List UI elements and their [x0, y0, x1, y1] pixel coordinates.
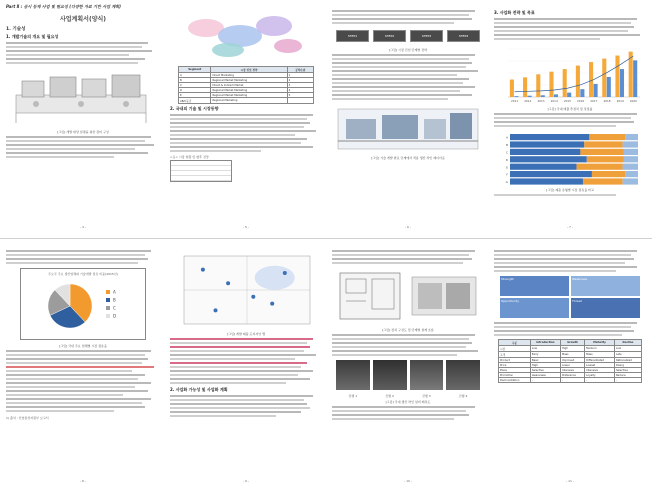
swot-grid	[500, 276, 640, 318]
bar	[510, 80, 514, 97]
production-line-illustration	[332, 103, 484, 153]
legend-label: D	[113, 313, 117, 319]
swot-strength: Strength	[500, 276, 569, 296]
table-row: 고객 Early Mass Mass Late	[499, 352, 642, 358]
step-photo	[373, 360, 407, 390]
stacked-bar-segment	[625, 134, 638, 140]
subsection-heading: 1. 기술성	[6, 27, 26, 32]
table-header: Segment	[179, 67, 211, 73]
table-header: 공략순위	[287, 67, 313, 73]
y-tick-label: F	[506, 172, 508, 177]
data-point	[283, 271, 287, 275]
legend-label: A	[113, 289, 116, 295]
table-row: Promotion Awareness Preference Loyalty Reduce	[499, 373, 642, 378]
bar	[594, 84, 598, 97]
page-number: - 6 -	[405, 225, 411, 229]
page-number: - 4 -	[80, 225, 86, 229]
stacked-bar-segment	[510, 134, 589, 140]
bar	[580, 89, 584, 97]
y-tick-label: A	[505, 135, 508, 140]
section-title: 사업계획서(양식)	[59, 16, 107, 23]
footnote: 1) 출처 : 산업통상자원부 보고서	[6, 416, 49, 420]
x-tick-label: 2015	[563, 99, 571, 103]
table-row: Place Selective Intensive Intensive Selective	[499, 368, 642, 373]
figure-caption: [그림] 장치 구성도 및 단계별 설계 흐름	[382, 328, 434, 332]
legend-swatch	[106, 306, 110, 310]
step-photo-strip	[336, 360, 480, 390]
step-photo	[336, 360, 370, 390]
subsection-heading: 2. 사업화 가능성 및 사업화 계획	[170, 387, 228, 392]
bar	[541, 95, 545, 97]
bar	[589, 62, 593, 97]
market-share-stacked-chart	[494, 130, 644, 186]
target-zone	[255, 266, 295, 290]
bar	[563, 69, 567, 97]
stacked-bar-segment	[510, 164, 577, 170]
page-number: - 8 -	[80, 479, 86, 483]
table-row: AB/C등급 Regional Marketing	[179, 98, 314, 104]
figure-caption: [그림] 국내 주요 업체별 시장 점유율	[59, 344, 107, 348]
figure-caption: [그림] 개발 대상 설명을 위한 장비 구성	[57, 130, 109, 134]
stacked-bar-segment	[577, 164, 623, 170]
table-row: B Regional Market Marketing 2	[179, 78, 314, 83]
step-labels	[336, 394, 480, 398]
stacked-bar-segment	[625, 171, 638, 177]
data-point	[214, 308, 218, 312]
page-number: - 7 -	[567, 225, 573, 229]
step-photo	[446, 360, 480, 390]
document-page-1	[6, 4, 160, 230]
document-page-8	[494, 246, 646, 484]
stacked-bar-segment	[510, 141, 584, 147]
x-tick-label: 2012	[524, 99, 532, 103]
figure-caption: [그림] 개발 제품 포지셔닝 맵	[226, 332, 266, 336]
flow-step: STEP4	[447, 30, 480, 42]
stacked-bar-segment	[510, 156, 587, 162]
legend-label: B	[113, 297, 116, 303]
page-number: - 10 -	[404, 479, 412, 483]
bar	[549, 72, 553, 97]
table-row: E Regional Market Marketing 5	[179, 93, 314, 98]
legend-swatch	[106, 298, 110, 302]
table-row: C Direct & Indirect Market 3	[179, 83, 314, 88]
subsection-heading: 2. 국내외 기술 및 시장동향	[170, 106, 219, 111]
table-header: 시장 진입 전략	[211, 67, 287, 73]
x-tick-label: 2013	[537, 99, 545, 103]
flow-steps	[336, 30, 480, 42]
table-row: Demonstration - - - -	[499, 378, 642, 383]
swot-threat: Threat	[571, 298, 640, 318]
table-row: A Direct Marketing 1	[179, 73, 314, 78]
document-page-6	[170, 246, 322, 484]
bar	[536, 74, 540, 97]
y-tick-label: B	[505, 143, 508, 148]
stacked-bar-segment	[624, 149, 638, 155]
stacked-bar-segment	[589, 134, 625, 140]
bar	[554, 94, 558, 97]
swot-opportunity: Opportunity	[500, 298, 569, 318]
step-label: 진행 1	[348, 394, 358, 398]
bar	[607, 77, 611, 97]
document-page-5	[6, 246, 160, 484]
pie-chart-frame	[20, 268, 146, 340]
document-page-4	[494, 4, 646, 230]
bar	[523, 77, 527, 97]
page-number: - 11 -	[566, 479, 574, 483]
stacked-bar-segment	[583, 178, 623, 184]
subsection-heading: 3. 사업화 전략 및 목표	[494, 10, 535, 15]
stacked-bar-segment	[510, 178, 583, 184]
table-header: Decline	[614, 340, 641, 346]
stacked-bar-segment	[624, 156, 638, 162]
bar	[615, 56, 619, 97]
flow-step: STEP1	[336, 30, 369, 42]
bar	[567, 93, 571, 97]
data-point	[201, 268, 205, 272]
bar	[528, 96, 532, 97]
x-tick-label: 2018	[603, 99, 611, 103]
bar	[633, 60, 637, 97]
subsection-heading: 1. 개발기술의 개요 및 필요성	[6, 34, 59, 39]
step-label: 진행 4	[458, 394, 468, 398]
y-tick-label: D	[505, 157, 508, 162]
pie-chart-title: 주요국 주요 생산업체의 기술개발 점유 비중(2015년)	[48, 272, 118, 276]
positioning-scatter-map	[170, 250, 320, 330]
flow-step: STEP2	[373, 30, 406, 42]
stacked-bar-segment	[623, 178, 638, 184]
data-point	[226, 281, 230, 285]
page-row-divider	[0, 238, 652, 239]
x-tick-label: 2014	[550, 99, 558, 103]
figure-caption: [그림] 기술 개발 완료 단계에서 적용 생산 라인 레이아웃	[371, 156, 445, 160]
page-number: - 9 -	[243, 479, 249, 483]
bar	[620, 69, 624, 97]
y-tick-label: C	[505, 150, 508, 155]
x-tick-label: 2019	[616, 99, 624, 103]
legend-swatch	[106, 314, 110, 318]
segment-strategy-table	[178, 66, 314, 104]
legend-label: C	[113, 305, 116, 311]
figure-caption: [그림] 제품 유형별 시장 점유율 비교	[546, 188, 594, 192]
stacked-bar-segment	[592, 171, 625, 177]
mini-table-title: <표> 시장 현황 및 향후 전망	[170, 155, 209, 159]
document-page-3	[332, 4, 484, 230]
step-label: 진행 3	[422, 394, 431, 398]
x-tick-label: 2017	[590, 99, 598, 103]
document-page-2	[170, 4, 322, 230]
bar	[514, 96, 518, 97]
table-row: 시장 Low High Medium Low	[499, 346, 642, 352]
device-structure-diagram	[332, 267, 484, 325]
legend-swatch	[106, 290, 110, 294]
stacked-bar-segment	[623, 164, 638, 170]
market-mini-table	[170, 160, 232, 182]
data-point	[251, 295, 255, 299]
x-tick-label: 2016	[577, 99, 585, 103]
data-point	[270, 302, 274, 306]
table-row: Product Basic Improved Differentiated Rationalized	[499, 358, 642, 363]
product-lifecycle-table	[498, 339, 642, 383]
page-number: - 5 -	[243, 225, 249, 229]
figure-caption: [그림] 시장 진입 단계별 전략	[388, 48, 428, 52]
table-header: Maturity	[585, 340, 615, 346]
stacked-bar-segment	[584, 141, 622, 147]
segment-bubble-diagram	[170, 8, 322, 64]
stacked-bar-segment	[580, 149, 624, 155]
market-share-pie-chart	[24, 278, 144, 334]
table-header: 구분	[499, 340, 531, 346]
table-row: Price High Lower Lowest Rising	[499, 363, 642, 368]
table-row: D Regional Market Marketing 4	[179, 88, 314, 93]
flow-step: STEP3	[410, 30, 443, 42]
figure-caption: [그림] 국내 매출 추정치 및 성장률	[547, 107, 593, 111]
stacked-bar-segment	[510, 149, 580, 155]
x-tick-label: 2020	[629, 99, 637, 103]
equipment-illustration	[6, 67, 160, 127]
stacked-bar-segment	[510, 171, 592, 177]
stacked-bar-segment	[587, 156, 624, 162]
document-page-7	[332, 246, 484, 484]
y-tick-label: G	[505, 180, 508, 185]
stacked-bar-segment	[623, 141, 638, 147]
swot-weakness: Weakness	[571, 276, 640, 296]
table-header: Growth	[560, 340, 584, 346]
part-heading: Part Ⅱ : 공시 등재 사업 및 필요성 (다양한 자료 기반 사업 계획)	[6, 4, 122, 9]
figure-caption: [그림] 국내 생산 라인 설비 배치도	[385, 400, 431, 404]
x-tick-label: 2011	[511, 99, 519, 103]
table-header: Introduction	[530, 340, 560, 346]
step-label: 진행 2	[385, 394, 394, 398]
bar	[602, 59, 606, 97]
bar	[576, 66, 580, 97]
y-tick-label: E	[506, 165, 508, 170]
sales-bar-chart	[494, 43, 644, 105]
step-photo	[410, 360, 444, 390]
